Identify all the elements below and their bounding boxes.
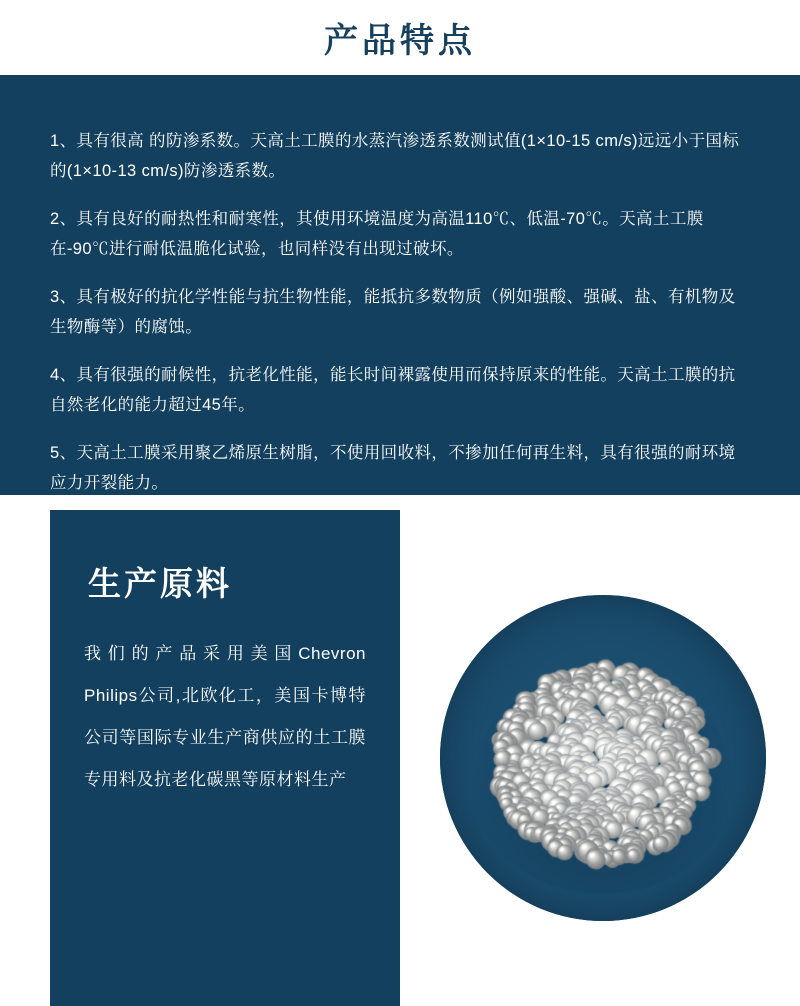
material-card	[50, 510, 400, 1006]
material-description: 我们的产品采用美国Chevron Philips公司,北欧化工，美国卡博特公司等国际专业生产商供应的土工膜专用料及抗老化碳黑等原材料生产	[84, 644, 366, 789]
feature-item: 4、具有很强的耐候性，抗老化性能，能长时间裸露使用而保持原来的性能。天高土工膜的抗自然老化的能力超过45年。	[50, 365, 736, 414]
material-section	[0, 495, 800, 1006]
material-title: 生产原料	[88, 565, 232, 602]
page-title: 产品特点	[324, 22, 476, 60]
page-header	[0, 0, 800, 75]
pellet-image-canvas	[440, 595, 766, 921]
feature-item: 1、具有很高 的防渗系数。天高土工膜的水蒸汽渗透系数测试值(1×10-15 cm/s)远远小于国标的(1×10-13 cm/s)防渗透系数。	[50, 131, 740, 180]
feature-item: 5、天高土工膜采用聚乙烯原生树脂，不使用回收料，不掺加任何再生料，具有很强的耐环境应力开裂能力。	[50, 443, 736, 492]
feature-item: 2、具有良好的耐热性和耐寒性，其使用环境温度为高温110℃、低温-70℃。天高土工膜在-90℃进行耐低温脆化试验，也同样没有出现过破坏。	[50, 209, 704, 258]
feature-item: 3、具有极好的抗化学性能与抗生物性能，能抵抗多数物质（例如强酸、强碱、盐、有机物及生物酶等）的腐蚀。	[50, 287, 736, 336]
pellet-photo	[440, 595, 766, 921]
features-panel	[0, 75, 800, 495]
